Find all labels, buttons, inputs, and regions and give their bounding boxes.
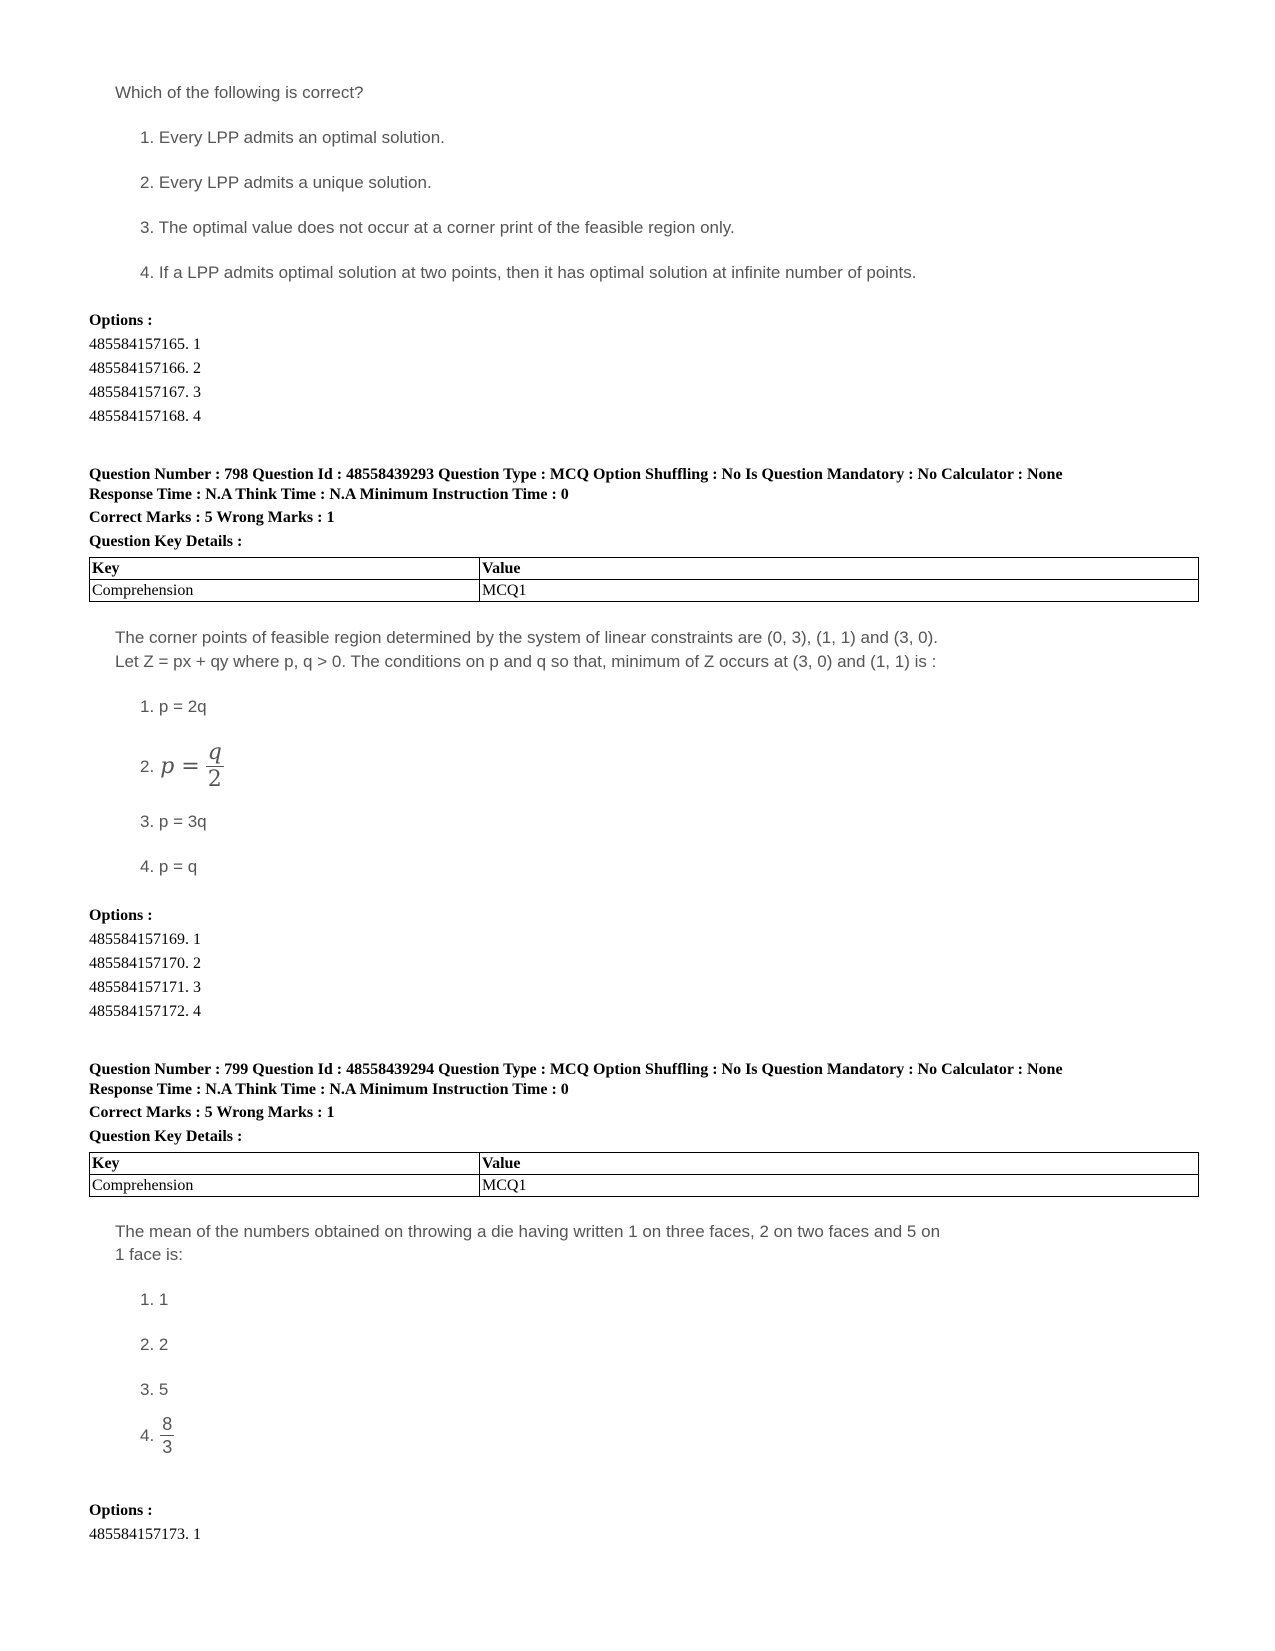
q2-option-1: 485584157169. 1 <box>89 931 201 948</box>
q1-option-3: 485584157167. 3 <box>89 384 201 401</box>
q1-option-1: 485584157165. 1 <box>89 336 201 353</box>
q3-option-1: 485584157173. 1 <box>89 1526 201 1543</box>
q2-header-line-1: Question Number : 798 Question Id : 48558439293 Question Type : MCQ Option Shuffling : No Is Question Mandatory : No Calculator : None <box>89 466 1063 483</box>
table-header-key: Key <box>90 1153 480 1175</box>
question-2-choice-3: 3. p = 3q <box>140 812 207 831</box>
fraction-denominator: 3 <box>162 1437 173 1457</box>
q2-marks: Correct Marks : 5 Wrong Marks : 1 <box>89 509 335 526</box>
question-3-choice-4 <box>140 1415 174 1456</box>
q2-options-label: Options : <box>89 907 153 924</box>
fraction-lhs: p = <box>160 754 200 779</box>
table-header-value: Value <box>480 1153 1199 1175</box>
table-header-row <box>90 558 1199 580</box>
question-3-choice-1: 1. 1 <box>140 1290 169 1309</box>
table-cell-value: MCQ1 <box>480 1175 1199 1197</box>
question-1-choice-4: 4. If a LPP admits optimal solution at two points, then it has optimal solution at infinite number of points. <box>140 263 917 282</box>
question-1-stem: Which of the following is correct? <box>115 83 364 102</box>
question-3-choice-2: 2. 2 <box>140 1335 169 1354</box>
question-1-choice-3: 3. The optimal value does not occur at a corner print of the feasible region only. <box>140 218 735 237</box>
q3-key-details-label: Question Key Details : <box>89 1128 243 1145</box>
question-3-choice-3: 3. 5 <box>140 1380 169 1399</box>
fraction <box>160 1415 174 1456</box>
q2-key-details-label: Question Key Details : <box>89 533 243 550</box>
fraction-denominator: 2 <box>207 767 222 792</box>
table-cell-key: Comprehension <box>90 580 480 602</box>
q2-option-3: 485584157171. 3 <box>89 979 201 996</box>
q3-marks: Correct Marks : 5 Wrong Marks : 1 <box>89 1104 335 1121</box>
fraction-numerator: q <box>207 740 222 765</box>
table-row <box>90 580 1199 602</box>
q3-key-table <box>89 1152 1199 1197</box>
q1-options-label: Options : <box>89 312 153 329</box>
q2-key-table <box>89 557 1199 602</box>
table-cell-key: Comprehension <box>90 1175 480 1197</box>
question-1-choice-1: 1. Every LPP admits an optimal solution. <box>140 128 445 147</box>
fraction-numerator: 8 <box>162 1414 173 1434</box>
q1-option-2: 485584157166. 2 <box>89 360 201 377</box>
question-3-stem-line-1: The mean of the numbers obtained on throwing a die having written 1 on three faces, 2 on two faces and 5 on <box>115 1222 941 1241</box>
table-cell-value: MCQ1 <box>480 580 1199 602</box>
q2-option-2: 485584157170. 2 <box>89 955 201 972</box>
q2-option-4: 485584157172. 4 <box>89 1003 201 1020</box>
choice-number: 4. <box>140 1425 155 1445</box>
q3-header-line-1: Question Number : 799 Question Id : 48558439294 Question Type : MCQ Option Shuffling : No Is Question Mandatory : No Calculator : None <box>89 1061 1063 1078</box>
q3-options-label: Options : <box>89 1502 153 1519</box>
question-1-choice-2: 2. Every LPP admits a unique solution. <box>140 173 432 192</box>
choice-number: 2. <box>140 756 155 776</box>
q2-header-line-2: Response Time : N.A Think Time : N.A Minimum Instruction Time : 0 <box>89 486 569 503</box>
question-2-choice-2 <box>140 742 224 791</box>
question-2-stem-line-2: Let Z = px + qy where p, q > 0. The conditions on p and q so that, minimum of Z occurs at (3, 0) and (1, 1) is : <box>115 652 937 671</box>
table-header-row <box>90 1153 1199 1175</box>
table-row <box>90 1175 1199 1197</box>
q1-option-4: 485584157168. 4 <box>89 408 201 425</box>
question-2-choice-4: 4. p = q <box>140 857 198 876</box>
fraction <box>206 742 224 791</box>
q3-header-line-2: Response Time : N.A Think Time : N.A Minimum Instruction Time : 0 <box>89 1081 569 1098</box>
table-header-key: Key <box>90 558 480 580</box>
question-3-stem-line-2: 1 face is: <box>115 1245 184 1264</box>
table-header-value: Value <box>480 558 1199 580</box>
question-2-choice-1: 1. p = 2q <box>140 697 207 716</box>
question-2-stem-line-1: The corner points of feasible region determined by the system of linear constraints are (0, 3), (1, 1) and (3, 0). <box>115 628 939 647</box>
